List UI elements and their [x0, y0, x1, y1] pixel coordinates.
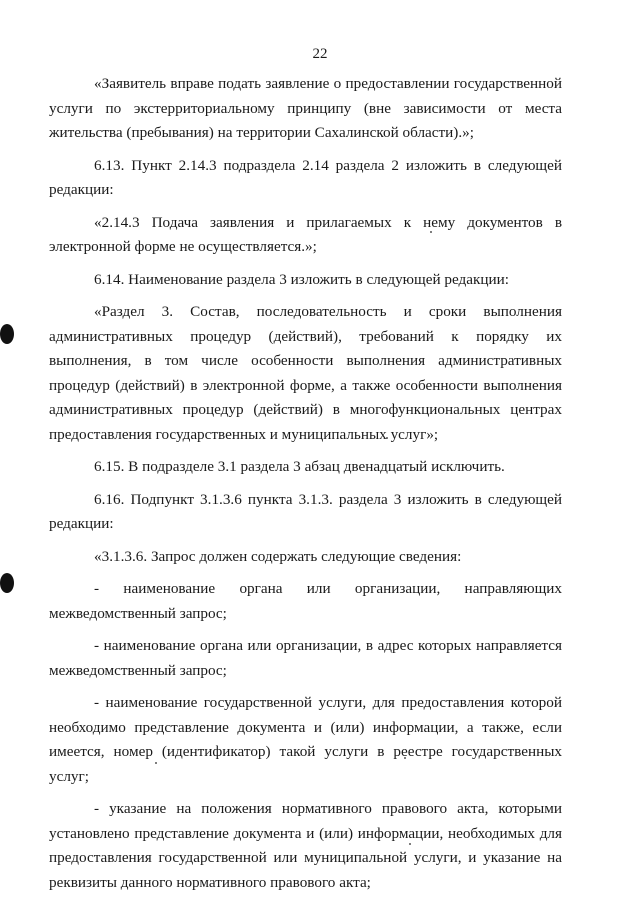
- paragraph: 6.14. Наименование раздела 3 изложить в следующей редакции:: [94, 270, 509, 288]
- list-item: - указание на положения нормативного правового акта, которыми установлено представление документа и (или) информации, необходимых для предоставления государственной или муниципальной услуги, и указание на реквизиты данного нормативного правового акта;: [49, 800, 562, 891]
- paragraph: «2.14.3 Подача заявления и прилагаемых к нему документов в электронной форме не осуществляется.»;: [49, 213, 562, 255]
- paragraph: 6.13. Пункт 2.14.3 подраздела 2.14 раздела 2 изложить в следующей редакции:: [49, 156, 562, 198]
- paragraph: «Заявитель вправе подать заявление о предоставлении государственной услуги по экстерриториальному принципу (вне зависимости от места жительства (пребывания) на территории Сахалинской области).»;: [49, 75, 562, 141]
- paragraph: 6.16. Подпункт 3.1.3.6 пункта 3.1.3. раздела 3 изложить в следующей редакции:: [49, 490, 562, 532]
- list-item: - наименование органа или организации, направляющих межведомственный запрос;: [49, 580, 562, 622]
- punch-hole-bottom: [0, 573, 14, 593]
- document-body: [49, 72, 562, 903]
- paragraph: «3.1.3.6. Запрос должен содержать следующие сведения:: [94, 547, 462, 565]
- punch-hole-top: [0, 324, 14, 344]
- paragraph: 6.15. В подразделе 3.1 раздела 3 абзац двенадцатый исключить.: [94, 458, 505, 475]
- list-item: - наименование органа или организации, в адрес которых направляется межведомственный запрос;: [49, 637, 562, 679]
- page-number: 22: [312, 46, 328, 62]
- list-item: - наименование государственной услуги, для предоставления которой необходимо представление документа и (или) информации, а также, если имеется, номер (идентификатор) такой услуги в реестре государственных услуг;: [49, 694, 562, 785]
- paragraph: «Раздел 3. Состав, последовательность и сроки выполнения административных процедур (действий), требований к порядку их выполнения, в том числе особенности выполнения административных процедур (действий) в электронной форме, а также особенности выполнения административных процедур (действий) в многофункциональных центрах предоставления государственных и муниципальных услуг»;: [49, 303, 562, 443]
